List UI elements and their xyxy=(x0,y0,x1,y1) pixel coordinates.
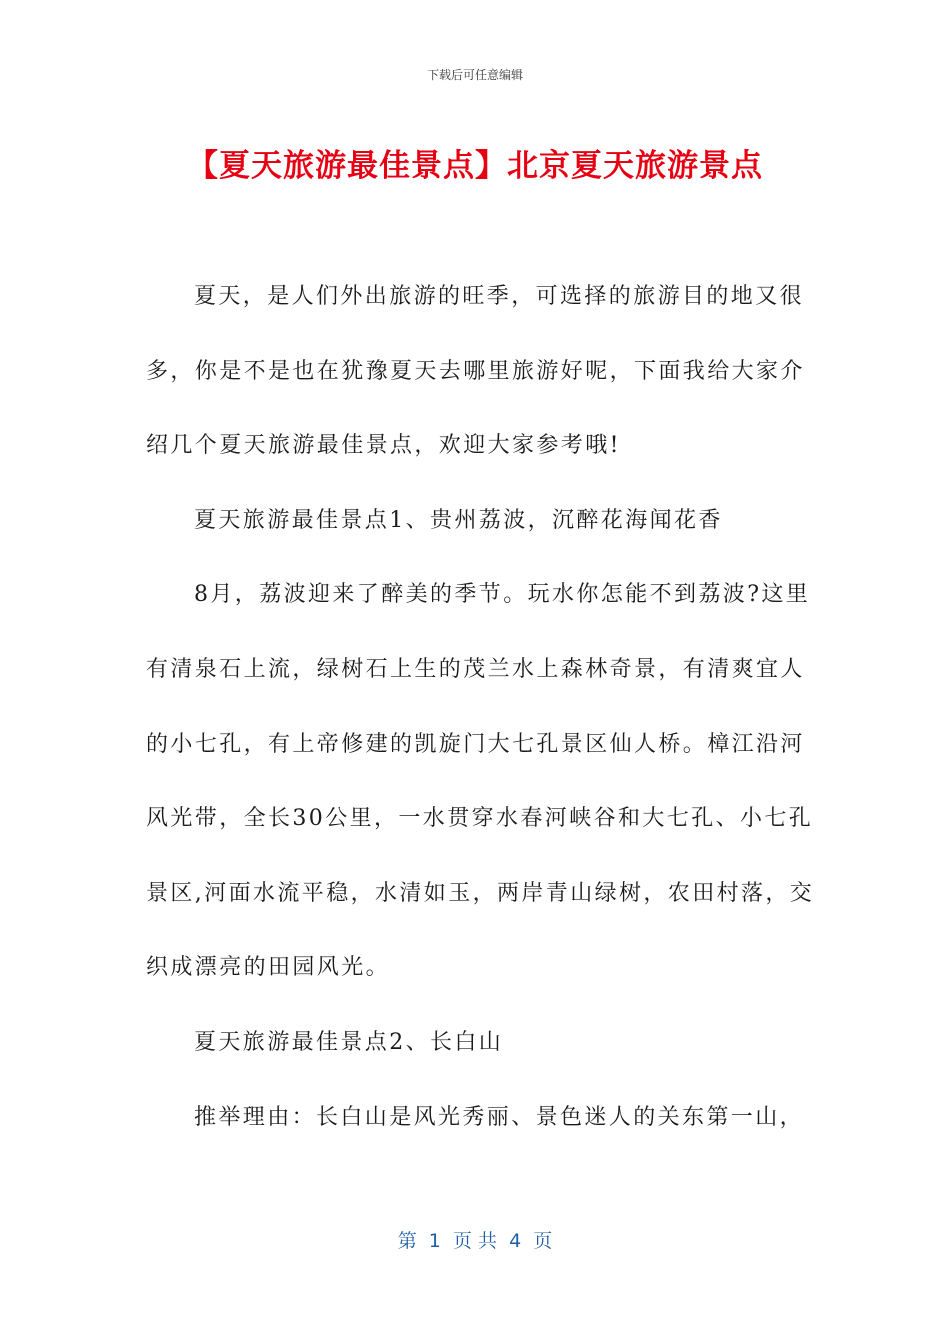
paragraph-line: 的小七孔，有上帝修建的凯旋门大七孔景区仙人桥。樟江沿河 xyxy=(146,731,805,757)
page-number-footer: 第 1 页 共 4 页 xyxy=(397,1230,553,1252)
document-title: 【夏天旅游最佳景点】北京夏天旅游景点 xyxy=(187,148,763,184)
page-header-note: 下载后可任意编辑 xyxy=(426,68,523,82)
paragraph-line: 有清泉石上流，绿树石上生的茂兰水上森林奇景，有清爽宜人 xyxy=(146,656,805,682)
paragraph-line: 多，你是不是也在犹豫夏天去哪里旅游好呢，下面我给大家介 xyxy=(146,358,805,384)
paragraph-line: 景区,河面水流平稳，水清如玉，两岸青山绿树，农田村落，交 xyxy=(146,880,815,906)
paragraph-line: 织成漂亮的田园风光。 xyxy=(146,955,391,981)
paragraph-line: 8月，荔波迎来了醉美的季节。玩水你怎能不到荔波?这里 xyxy=(194,582,811,608)
paragraph-line: 绍几个夏天旅游最佳景点，欢迎大家参考哦! xyxy=(146,433,621,459)
paragraph-line: 推举理由：长白山是风光秀丽、景色迷人的关东第一山， xyxy=(194,1104,805,1130)
paragraph-line: 夏天，是人们外出旅游的旺季，可选择的旅游目的地又很 xyxy=(194,284,805,309)
section-heading-line: 夏天旅游最佳景点1、贵州荔波，沉醉花海闻花香 xyxy=(194,507,723,533)
document-body xyxy=(146,278,815,1173)
paragraph-line: 风光带，全长30公里，一水贯穿水春河峡谷和大七孔、小七孔 xyxy=(146,806,814,832)
section-heading-line: 夏天旅游最佳景点2、长白山 xyxy=(194,1029,504,1055)
